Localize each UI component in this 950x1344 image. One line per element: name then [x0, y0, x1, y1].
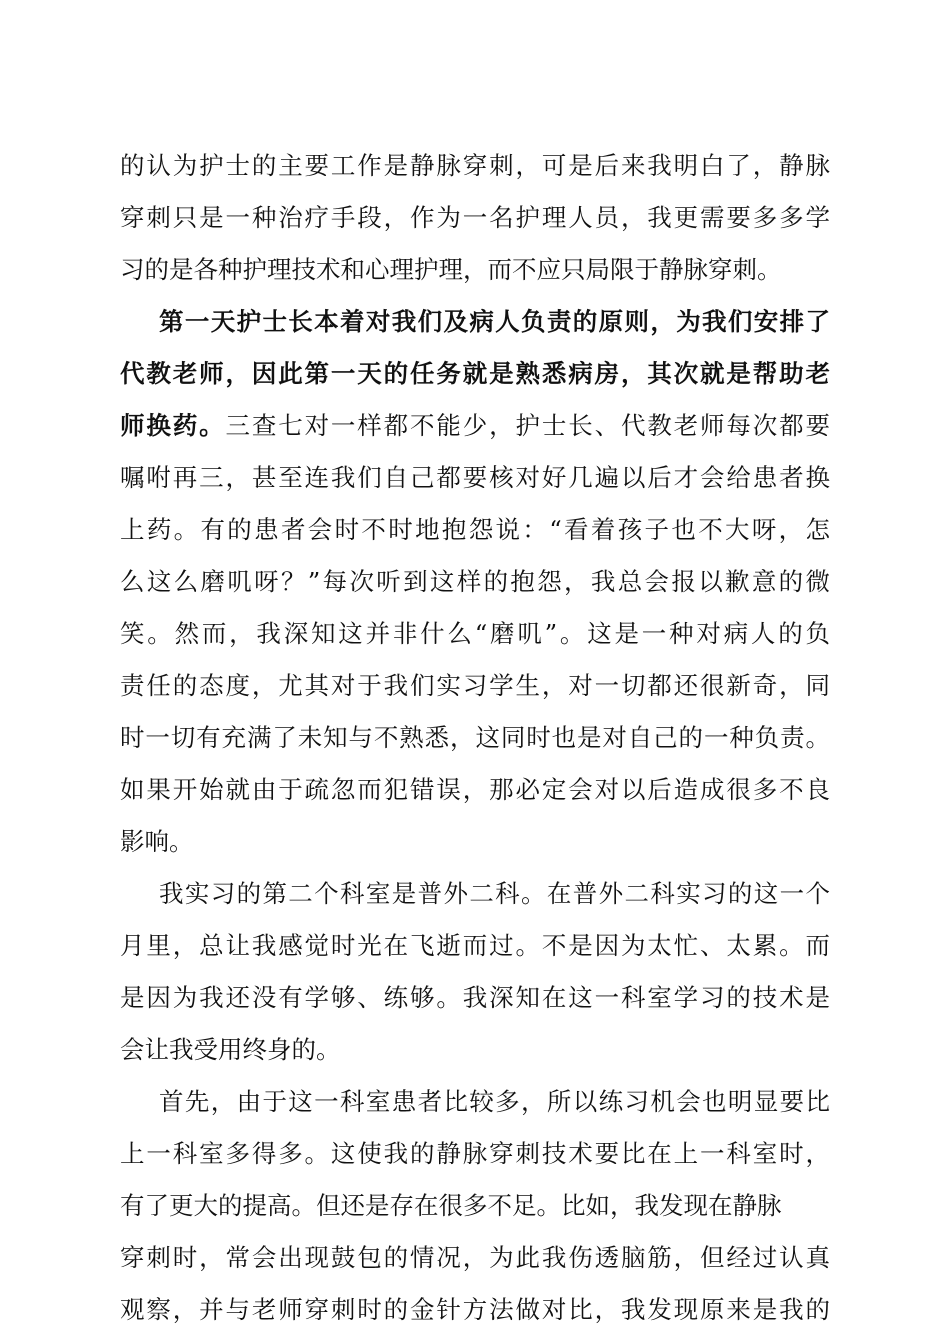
text-line: 代教老师，因此第一天的任务就是熟悉病房，其次就是帮助老 — [120, 359, 830, 388]
text-line: 有了更大的提高。但还是存在很多不足。比如，我发现在静脉 — [120, 1191, 782, 1220]
text-line: 穿刺时，常会出现鼓包的情况，为此我伤透脑筋，但经过认真 — [120, 1243, 830, 1272]
text-line: 第一天护士长本着对我们及病人负责的原则，为我们安排了 — [159, 307, 830, 336]
text-line: 影响。 — [120, 827, 194, 856]
body-text — [120, 140, 830, 1336]
paragraph-4 — [120, 1076, 830, 1336]
text-line: 上药。有的患者会时不时地抱怨说：“看着孩子也不大呀，怎 — [120, 515, 830, 544]
text-line: 的认为护士的主要工作是静脉穿刺，可是后来我明白了，静脉 — [120, 151, 830, 180]
text-line: 观察，并与老师穿刺时的金针方法做对比，我发现原来是我的 — [120, 1295, 830, 1324]
text-line: 上一科室多得多。这使我的静脉穿刺技术要比在上一科室时， — [120, 1139, 830, 1168]
text-line: 穿刺只是一种治疗手段，作为一名护理人员，我更需要多多学 — [120, 203, 830, 232]
text-line — [120, 400, 830, 452]
text-line: 时一切有充满了未知与不熟悉，这同时也是对自己的一种负责。 — [120, 723, 830, 752]
text-line: 如果开始就由于疏忽而犯错误，那必定会对以后造成很多不良 — [120, 775, 830, 804]
paragraph-3 — [120, 868, 830, 1076]
text-line: 嘱咐再三，甚至连我们自己都要核对好几遍以后才会给患者换 — [120, 463, 830, 492]
paragraph-1 — [120, 140, 830, 296]
text-line: 责任的态度，尤其对于我们实习学生，对一切都还很新奇，同 — [120, 671, 830, 700]
text-line: 习的是各种护理技术和心理护理，而不应只局限于静脉穿刺。 — [120, 255, 782, 284]
text-line: 是因为我还没有学够、练够。我深知在这一科室学习的技术是 — [120, 983, 830, 1012]
text-line: 首先，由于这一科室患者比较多，所以练习机会也明显要比 — [159, 1087, 830, 1116]
text-line: 我实习的第二个科室是普外二科。在普外二科实习的这一个 — [159, 879, 830, 908]
text-run-bold: 师换药。 — [120, 411, 226, 440]
paragraph-2 — [120, 296, 830, 868]
text-line: 会让我受用终身的。 — [120, 1035, 341, 1064]
text-run: 三查七对一样都不能少，护士长、代教老师每次都要 — [225, 411, 831, 440]
text-line: 么这么磨叽呀？”每次听到这样的抱怨，我总会报以歉意的微 — [120, 567, 830, 596]
text-line: 笑。然而，我深知这并非什么“磨叽”。这是一种对病人的负 — [120, 619, 830, 648]
text-line: 月里，总让我感觉时光在飞逝而过。不是因为太忙、太累。而 — [120, 931, 830, 960]
